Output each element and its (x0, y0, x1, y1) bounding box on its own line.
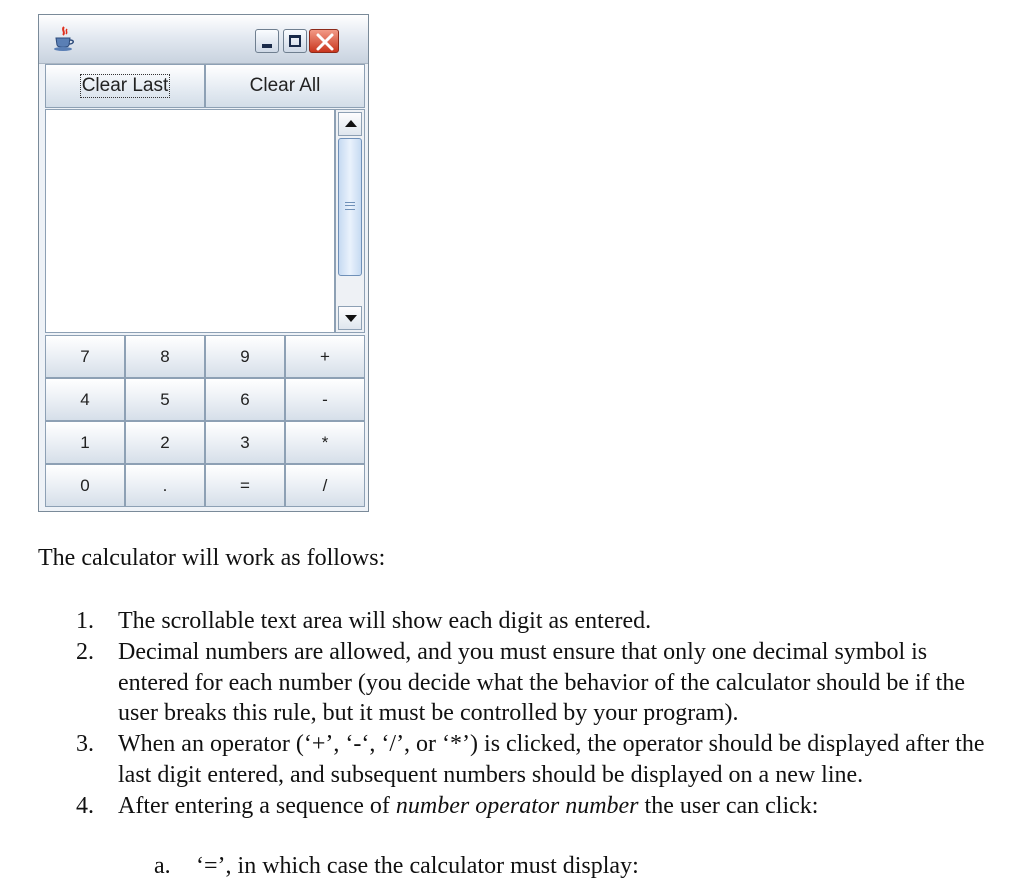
minimize-button[interactable] (255, 29, 279, 53)
key-2[interactable]: 2 (125, 421, 205, 464)
key-divide[interactable]: / (285, 464, 365, 507)
close-icon (310, 30, 340, 54)
list-number: 4. (76, 792, 94, 819)
intro-paragraph: The calculator will work as follows: (38, 545, 386, 571)
java-cup-icon (51, 25, 77, 53)
close-button[interactable] (309, 29, 339, 53)
display-text-area[interactable] (45, 109, 335, 333)
sub-list-letter: a. (154, 853, 171, 879)
list-item-text-before: After entering a sequence of (118, 792, 396, 819)
scroll-thumb[interactable] (338, 138, 362, 276)
vertical-scrollbar[interactable] (335, 109, 365, 333)
title-bar[interactable] (39, 15, 368, 64)
maximize-icon (289, 35, 301, 47)
key-4[interactable]: 4 (45, 378, 125, 421)
clear-last-label: Clear Last (81, 75, 169, 96)
key-8[interactable]: 8 (125, 335, 205, 378)
key-7[interactable]: 7 (45, 335, 125, 378)
list-item-text: When an operator (‘+’, ‘-‘, ‘/’, or ‘*’) is clicked, the operator should be displayed after the last digit entered, and subsequent numbers should be displayed on a new line. (118, 731, 985, 788)
keypad (45, 335, 365, 507)
list-item-text: The scrollable text area will show each digit as entered. (118, 608, 652, 634)
arrow-up-icon (345, 120, 357, 127)
key-multiply[interactable]: * (285, 421, 365, 464)
clear-all-button[interactable] (205, 64, 365, 108)
key-plus[interactable]: + (285, 335, 365, 378)
clear-all-label: Clear All (249, 75, 321, 96)
sub-list-item (154, 853, 639, 880)
scroll-up-button[interactable] (338, 112, 362, 136)
requirements-list (76, 606, 996, 822)
key-decimal[interactable]: . (125, 464, 205, 507)
key-equals[interactable]: = (205, 464, 285, 507)
clear-last-button[interactable] (45, 64, 205, 108)
list-item (76, 606, 996, 637)
list-number: 3. (76, 731, 94, 758)
grip-icon (345, 202, 355, 210)
list-item-text: Decimal numbers are allowed, and you must ensure that only one decimal symbol is entered for each number (you decide what the behavior of the calculator should be if the user breaks this rule, but it must be controlled by your program). (118, 638, 965, 727)
list-item-text-after: the user can click: (638, 792, 819, 819)
maximize-button[interactable] (283, 29, 307, 53)
minimize-icon (262, 44, 272, 48)
arrow-down-icon (345, 315, 357, 322)
list-item (76, 729, 996, 791)
calculator-window (38, 14, 369, 512)
list-number: 1. (76, 608, 94, 634)
key-3[interactable]: 3 (205, 421, 285, 464)
key-1[interactable]: 1 (45, 421, 125, 464)
key-9[interactable]: 9 (205, 335, 285, 378)
list-item-text-italic: number operator number (395, 792, 639, 819)
key-6[interactable]: 6 (205, 378, 285, 421)
key-5[interactable]: 5 (125, 378, 205, 421)
list-item (76, 637, 996, 729)
key-minus[interactable]: - (285, 378, 365, 421)
list-number: 2. (76, 638, 94, 665)
list-item (76, 791, 996, 822)
sub-list-text: ‘=’, in which case the calculator must display: (196, 853, 639, 879)
scroll-down-button[interactable] (338, 306, 362, 330)
key-0[interactable]: 0 (45, 464, 125, 507)
